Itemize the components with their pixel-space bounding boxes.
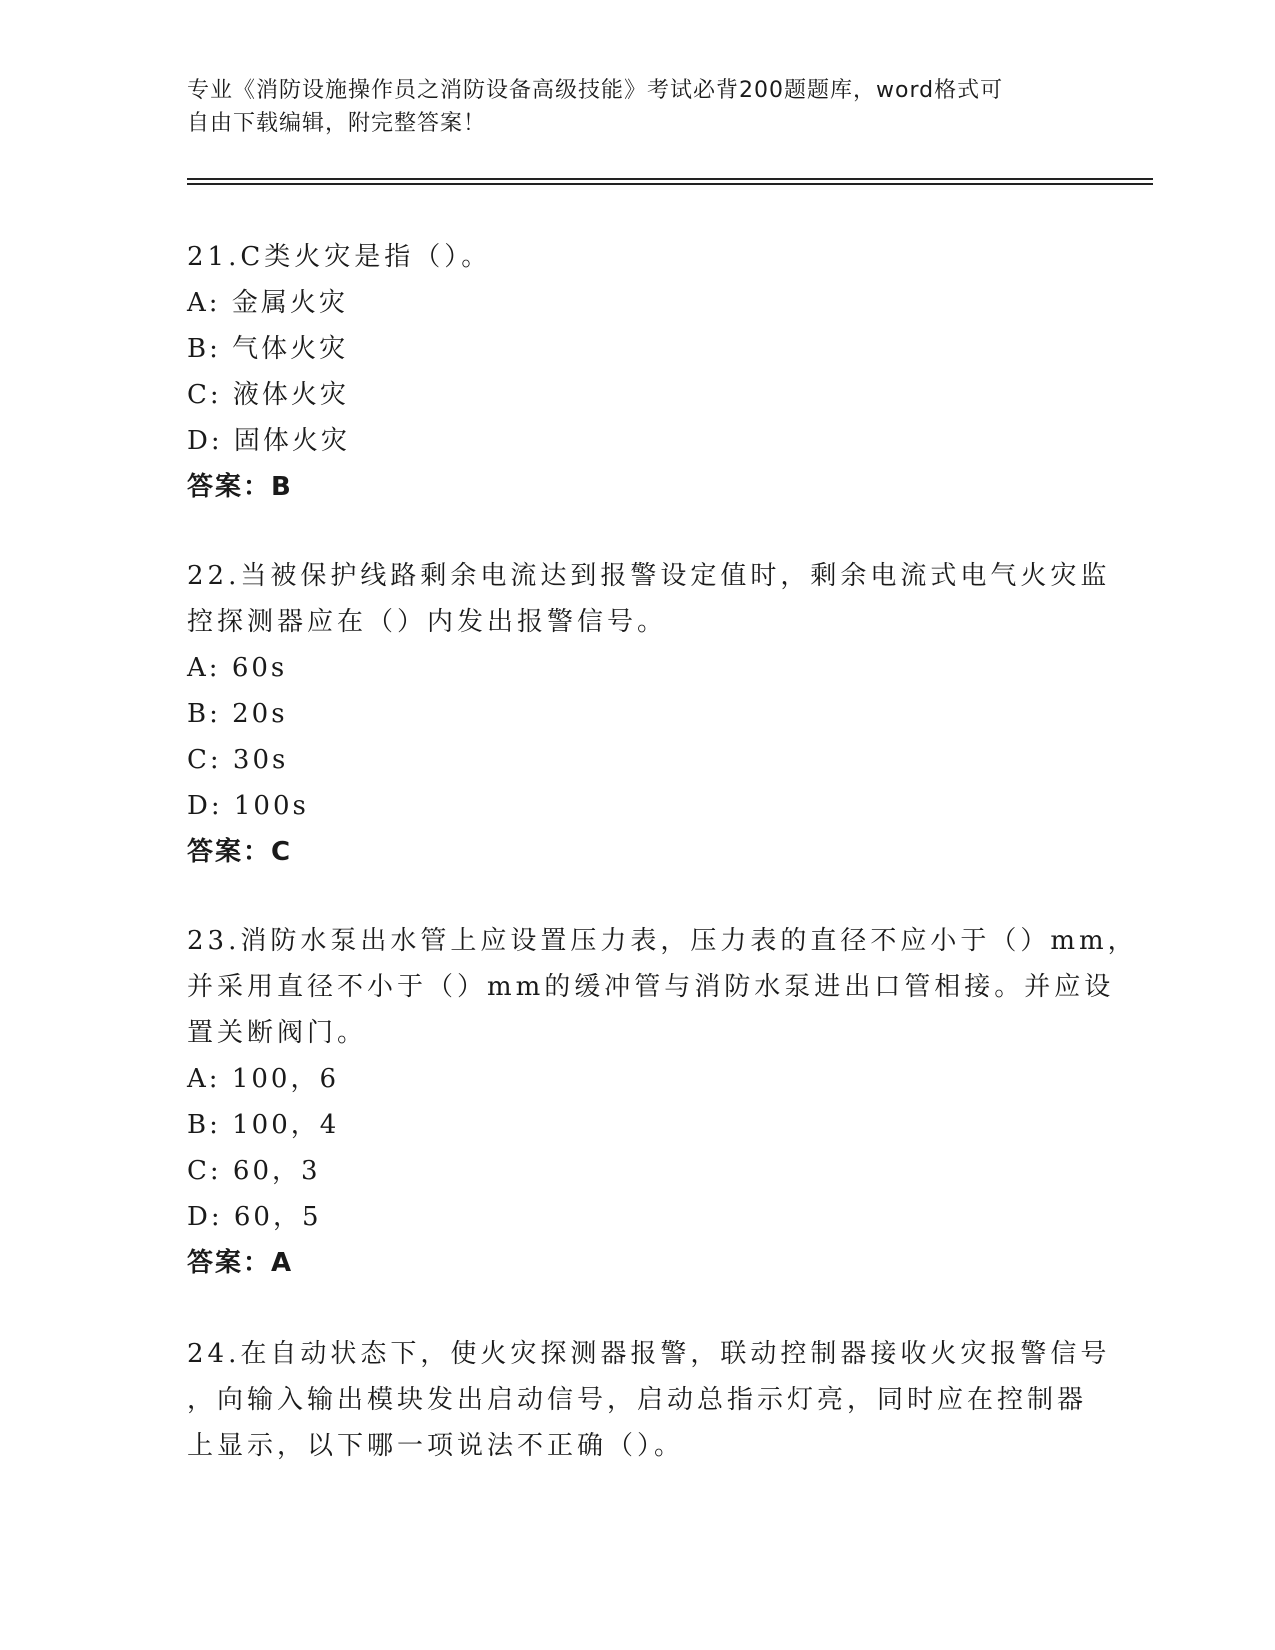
- option-text: 100s: [233, 791, 309, 821]
- question-stem-line: 21.C类火灾是指（）。: [187, 242, 492, 272]
- option-a: [187, 280, 1087, 326]
- option-text: 60，5: [233, 1202, 322, 1232]
- header-line-1: 专业《消防设施操作员之消防设备高级技能》考试必背200题题库，word格式可: [187, 78, 1004, 103]
- option-a: [187, 1056, 1087, 1102]
- option-letter: D:: [187, 426, 223, 456]
- question-stem-line: 24.在自动状态下，使火灾探测器报警，联动控制器接收火灾报警信号: [187, 1339, 1111, 1369]
- option-letter: B:: [187, 1110, 221, 1140]
- option-c: [187, 1148, 1087, 1194]
- question-stem-line: 置关断阀门。: [187, 1018, 368, 1048]
- question-stem-line: 上显示，以下哪一项说法不正确（）。: [187, 1431, 685, 1461]
- question-stem-line: 控探测器应在（）内发出报警信号。: [187, 607, 668, 637]
- option-letter: A:: [187, 653, 221, 683]
- question-stem-line: 22.当被保护线路剩余电流达到报警设定值时，剩余电流式电气火灾监: [187, 561, 1111, 591]
- header-line-2: 自由下载编辑，附完整答案！: [187, 111, 487, 136]
- question-stem-line: ，向输入输出模块发出启动信号，启动总指示灯亮，同时应在控制器: [187, 1385, 1088, 1415]
- option-text: 20s: [232, 699, 288, 729]
- option-letter: A:: [187, 288, 221, 318]
- option-text: 30s: [232, 745, 289, 775]
- option-letter: B:: [187, 334, 221, 364]
- question-21: [187, 234, 1087, 510]
- option-d: [187, 783, 1087, 829]
- option-letter: B:: [187, 699, 221, 729]
- header-divider-bottom: [187, 183, 1153, 185]
- question-24: [187, 1331, 1111, 1469]
- option-a: [187, 645, 1087, 691]
- option-text: 固体火灾: [233, 426, 350, 456]
- question-stem-line: 23.消防水泵出水管上应设置压力表，压力表的直径不应小于（）mm，: [187, 926, 1138, 956]
- option-b: [187, 326, 1087, 372]
- option-b: [187, 1102, 1087, 1148]
- answer-line: 答案：C: [187, 837, 293, 867]
- option-d: [187, 1194, 1087, 1240]
- header-divider-top: [187, 178, 1153, 180]
- option-text: 100，6: [231, 1064, 339, 1094]
- answer-line: 答案：B: [187, 472, 293, 502]
- answer-line: 答案：A: [187, 1248, 294, 1278]
- option-c: [187, 372, 1087, 418]
- option-letter: C:: [187, 1156, 222, 1186]
- option-c: [187, 737, 1087, 783]
- option-d: [187, 418, 1087, 464]
- option-letter: D:: [187, 1202, 223, 1232]
- question-23: [187, 918, 1138, 1286]
- question-22: [187, 553, 1111, 875]
- option-text: 液体火灾: [232, 380, 349, 410]
- option-b: [187, 691, 1087, 737]
- question-stem-line: 并采用直径不小于（）mm的缓冲管与消防水泵进出口管相接。并应设: [187, 972, 1115, 1002]
- option-letter: C:: [187, 380, 222, 410]
- option-text: 气体火灾: [232, 334, 349, 364]
- option-text: 金属火灾: [231, 288, 348, 318]
- option-text: 60s: [231, 653, 288, 683]
- option-letter: A:: [187, 1064, 221, 1094]
- document-header: [187, 74, 1067, 140]
- option-letter: D:: [187, 791, 223, 821]
- option-text: 60，3: [232, 1156, 321, 1186]
- option-letter: C:: [187, 745, 222, 775]
- option-text: 100，4: [232, 1110, 340, 1140]
